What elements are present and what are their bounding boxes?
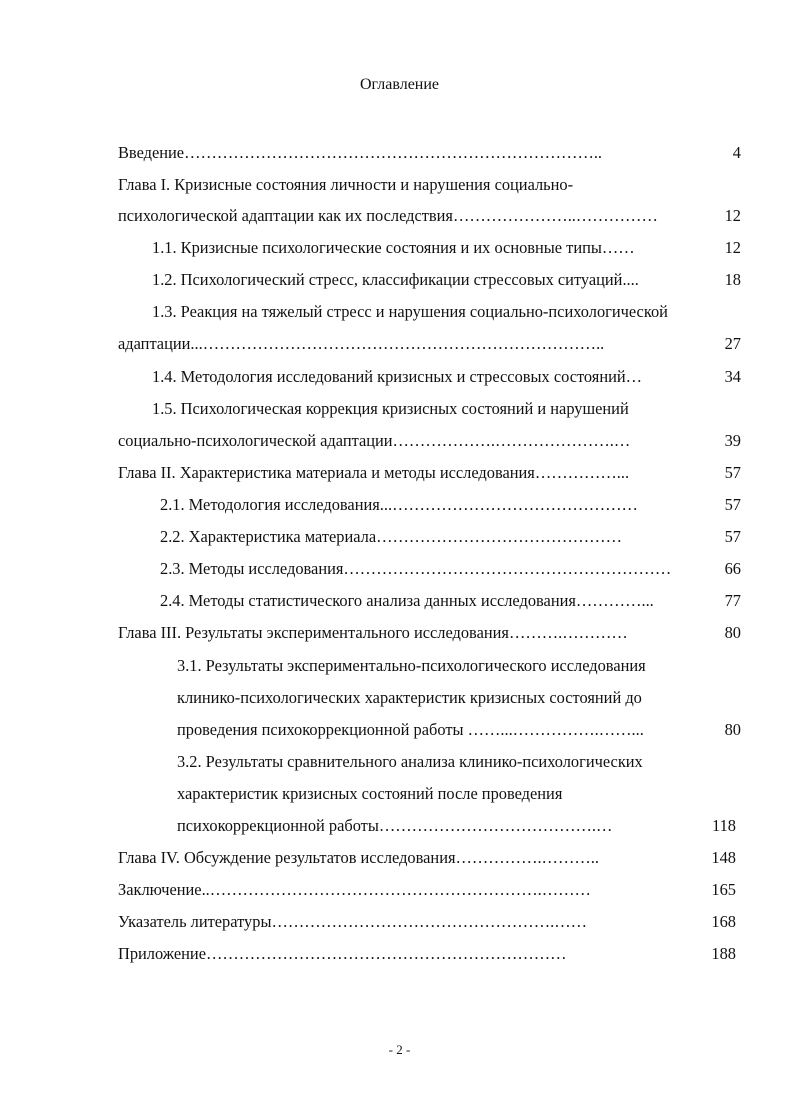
toc-page-number: 80 bbox=[724, 720, 741, 739]
toc-page-number: 148 bbox=[711, 848, 736, 867]
toc-line: психологической адаптации как их последствия…………………..…………… bbox=[118, 206, 658, 225]
page-number-footer: - 2 - bbox=[388, 1042, 411, 1057]
toc-line: характеристик кризисных состояний после проведения bbox=[177, 784, 563, 803]
page-title: Оглавление bbox=[359, 76, 440, 93]
toc-line: адаптации...……………………………………………………………….. bbox=[118, 334, 605, 353]
toc-page-number: 77 bbox=[724, 591, 741, 610]
toc-line: Заключение..…………………………………………………….……… bbox=[118, 880, 591, 899]
toc-page-number: 27 bbox=[724, 334, 741, 353]
toc-page-number: 66 bbox=[724, 559, 741, 578]
toc-line: 1.5. Психологическая коррекция кризисных состояний и нарушений bbox=[152, 399, 629, 418]
toc-line: 1.4. Методология исследований кризисных и стрессовых состояний… bbox=[152, 367, 643, 386]
toc-page-number: 12 bbox=[724, 238, 741, 257]
toc-line: 2.4. Методы статистического анализа данных исследования…………... bbox=[160, 591, 654, 610]
toc-line: 2.1. Методология исследования...……………………………………… bbox=[160, 495, 638, 514]
toc-page-number: 57 bbox=[724, 495, 741, 514]
toc-line: Глава IV. Обсуждение результатов исследования…………….……….. bbox=[118, 848, 599, 867]
toc-line: Указатель литературы…………………………………………….…… bbox=[118, 912, 587, 931]
toc-page-number: 80 bbox=[724, 623, 741, 642]
toc-line: 1.1. Кризисные психологические состояния и их основные типы…… bbox=[152, 238, 635, 257]
toc-page-number: 57 bbox=[724, 463, 741, 482]
toc-line: 1.2. Психологический стресс, классификации стрессовых ситуаций.... bbox=[152, 270, 639, 289]
toc-page-number: 4 bbox=[732, 143, 741, 162]
toc-line: Глава III. Результаты экспериментального исследования……….………… bbox=[118, 623, 628, 642]
toc-line: Введение………………………………………………………………….. bbox=[118, 143, 603, 162]
toc-page-number: 165 bbox=[711, 880, 736, 899]
toc-line: Глава I. Кризисные состояния личности и нарушения социально- bbox=[118, 175, 574, 194]
toc-page-number: 39 bbox=[724, 431, 741, 450]
toc-line: 2.2. Характеристика материала……………………………………… bbox=[160, 527, 622, 546]
toc-line: 1.3. Реакция на тяжелый стресс и нарушения социально-психологической bbox=[152, 302, 668, 321]
toc-page-number: 12 bbox=[724, 206, 741, 225]
toc-page-number: 168 bbox=[711, 912, 736, 931]
toc-line: клинико-психологических характеристик кризисных состояний до bbox=[177, 688, 642, 707]
toc-line: проведения психокоррекционной работы ……...…………….……... bbox=[177, 720, 644, 739]
toc-page-number: 118 bbox=[712, 816, 736, 835]
toc-line: социально-психологической адаптации……………….………………….… bbox=[118, 431, 631, 450]
toc-line: психокоррекционной работы………………………………….… bbox=[177, 816, 613, 835]
toc-page-number: 57 bbox=[724, 527, 741, 546]
toc-line: Глава II. Характеристика материала и методы исследования……………... bbox=[118, 463, 630, 482]
toc-line: 2.3. Методы исследования…………………………………………………… bbox=[160, 559, 672, 578]
toc-page-number: 188 bbox=[711, 944, 736, 963]
toc-line: Приложение………………………………………………………… bbox=[118, 944, 567, 963]
toc-page-number: 34 bbox=[724, 367, 741, 386]
toc-line: 3.2. Результаты сравнительного анализа клинико-психологических bbox=[177, 752, 643, 771]
toc-line: 3.1. Результаты экспериментально-психологического исследования bbox=[177, 656, 646, 675]
toc-page-number: 18 bbox=[724, 270, 741, 289]
